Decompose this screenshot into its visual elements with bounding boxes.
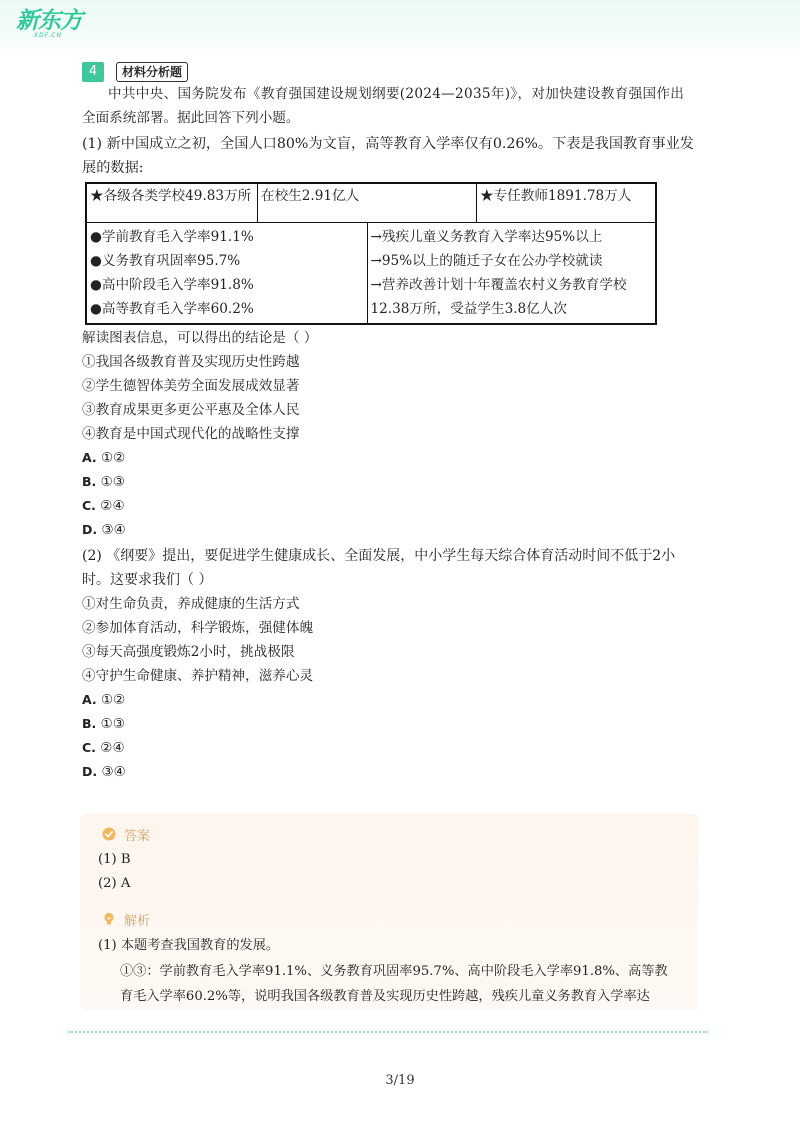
- statement: ④教育是中国式现代化的战略性支撑: [82, 426, 300, 442]
- question-header: [82, 62, 188, 82]
- note-line: 12.38万所，受益学生3.8亿人次: [370, 301, 567, 317]
- education-data-table: [85, 182, 657, 325]
- part1-prompt: 解读图表信息，可以得出的结论是（ ）: [82, 330, 318, 346]
- statement: ②学生德智体美劳全面发展成效显著: [82, 378, 300, 394]
- logo-text: 新东方: [16, 8, 82, 34]
- option-text: ②④: [100, 740, 125, 756]
- option-text: ③④: [101, 522, 126, 538]
- statement: ①对生命负责，养成健康的生活方式: [82, 596, 300, 612]
- option-b[interactable]: [82, 470, 125, 494]
- statement: ③教育成果更多更公平惠及全体人民: [82, 402, 300, 418]
- logo: [16, 8, 86, 40]
- note-line: →营养改善计划十年覆盖农村义务教育学校: [370, 277, 627, 293]
- statement: ①我国各级教育普及实现历史性跨越: [82, 354, 300, 370]
- option-c[interactable]: [82, 494, 125, 518]
- rate-line: ●义务教育巩固率95.7%: [90, 253, 241, 269]
- answer-line: (1) B: [98, 852, 131, 867]
- part1-stem-line-2: 展的数据:: [82, 160, 144, 176]
- lightbulb-icon: [102, 912, 116, 926]
- option-text: ②④: [100, 498, 125, 514]
- option-letter: B.: [82, 716, 97, 731]
- dotted-divider: [68, 1031, 708, 1033]
- table-cell-rates: [86, 223, 367, 325]
- answer-header: [102, 824, 150, 844]
- intro-line-2: 全面系统部署。据此回答下列小题。: [82, 110, 300, 126]
- check-circle-icon: [102, 827, 116, 841]
- question-type-label: 材料分析题: [116, 62, 188, 82]
- table-cell: ★各级各类学校49.83万所: [86, 183, 258, 223]
- intro-line-1: 中共中央、国务院发布《教育强国建设规划纲要(2024—2035年)》，对加快建设教育强国作出: [108, 86, 685, 102]
- part1-stem-line-1: (1) 新中国成立之初，全国人口80%为文盲，高等教育入学率仅有0.26%。下表是我国教育事业发: [82, 136, 694, 152]
- table-cell: 在校生2.91亿人: [258, 183, 477, 223]
- analysis-header: [102, 909, 150, 929]
- header-band: [0, 0, 800, 62]
- option-letter: A.: [82, 450, 97, 465]
- option-text: ①②: [100, 450, 126, 466]
- table-row: [86, 223, 656, 325]
- option-letter: B.: [82, 474, 97, 489]
- option-letter: C.: [82, 740, 96, 755]
- table-row: [86, 183, 656, 223]
- option-text: ①③: [100, 716, 125, 732]
- option-a[interactable]: [82, 688, 125, 712]
- option-letter: D.: [82, 522, 98, 537]
- statement: ②参加体育活动，科学锻炼，强健体魄: [82, 620, 314, 636]
- answer-line: (2) A: [98, 876, 131, 891]
- part2-stem-line-2: 时。这要求我们（ ）: [82, 572, 213, 588]
- answer-box: [80, 814, 698, 1010]
- page-number: 3/19: [385, 1073, 415, 1088]
- option-c[interactable]: [82, 736, 125, 760]
- option-letter: C.: [82, 498, 96, 513]
- part2-stem-line-1: (2) 《纲要》提出，要促进学生健康成长、全面发展，中小学生每天综合体育活动时间不低于2小: [82, 548, 676, 564]
- rate-line: ●学前教育毛入学率91.1%: [90, 229, 254, 245]
- analysis-line: ①③：学前教育毛入学率91.1%、义务教育巩固率95.7%、高中阶段毛入学率91.8%、高等教: [120, 964, 668, 979]
- option-text: ①②: [100, 692, 126, 708]
- option-a[interactable]: [82, 446, 125, 470]
- rate-line: ●高等教育毛入学率60.2%: [90, 301, 254, 317]
- option-letter: A.: [82, 692, 97, 707]
- question-number-badge: 4: [82, 62, 104, 82]
- logo-subtext: XDF.CN: [34, 32, 62, 39]
- analysis-line: (1) 本题考查我国教育的发展。: [98, 938, 280, 953]
- option-letter: D.: [82, 764, 98, 779]
- option-text: ③④: [101, 764, 126, 780]
- answer-title: 答案: [124, 828, 151, 844]
- note-line: →残疾儿童义务教育入学率达95%以上: [370, 229, 603, 245]
- note-line: →95%以上的随迁子女在公办学校就读: [370, 253, 603, 269]
- statement: ④守护生命健康、养护精神，滋养心灵: [82, 668, 314, 684]
- table-cell: ★专任教师1891.78万人: [477, 183, 657, 223]
- table-cell-notes: [367, 223, 656, 325]
- option-d[interactable]: [82, 518, 126, 542]
- option-b[interactable]: [82, 712, 125, 736]
- statement: ③每天高强度锻炼2小时，挑战极限: [82, 644, 295, 660]
- analysis-line: 育毛入学率60.2%等，说明我国各级教育普及实现历史性跨越，残疾儿童义务教育入学率达: [120, 989, 650, 1004]
- analysis-title: 解析: [124, 913, 151, 929]
- option-text: ①③: [100, 474, 125, 490]
- option-d[interactable]: [82, 760, 126, 784]
- rate-line: ●高中阶段毛入学率91.8%: [90, 277, 254, 293]
